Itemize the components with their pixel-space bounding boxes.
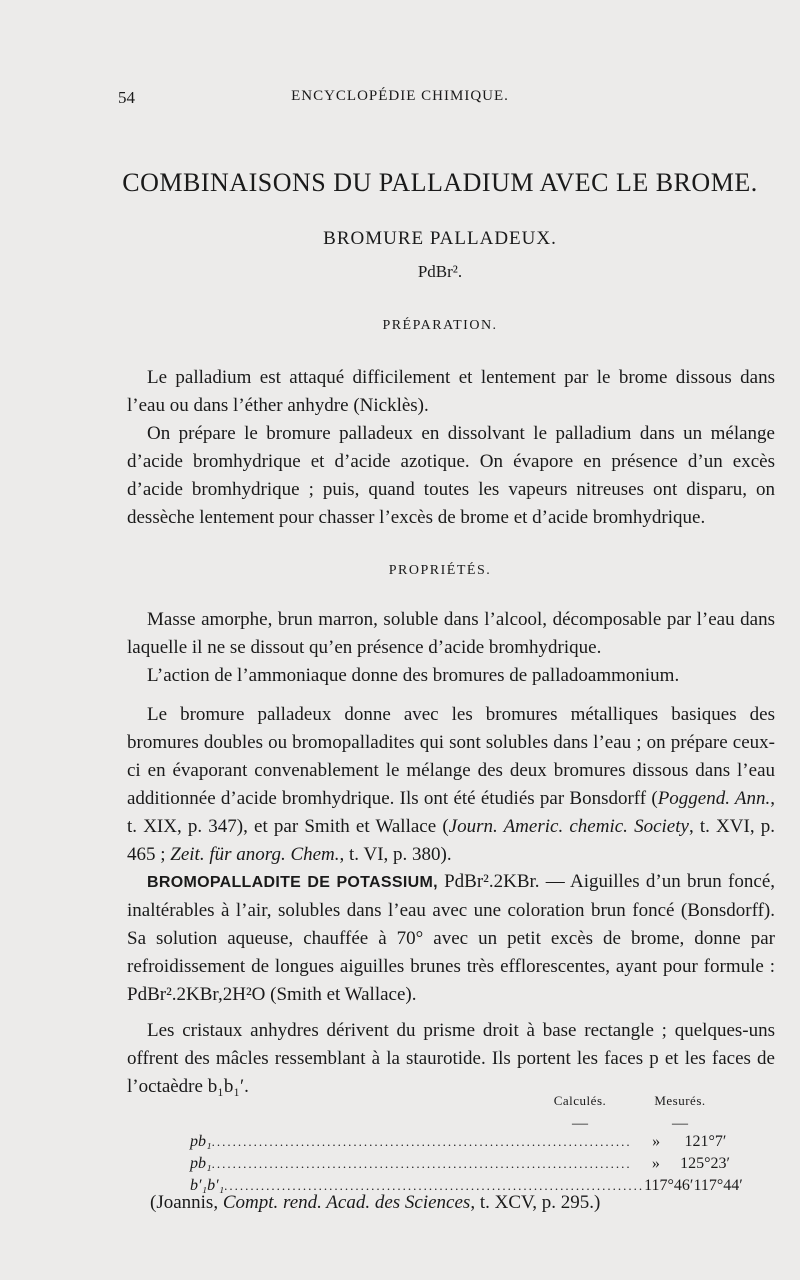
table-row	[190, 1133, 730, 1155]
col-calculated: Calculés.	[553, 1093, 607, 1108]
compound-formula: PdBr².	[417, 262, 463, 281]
row-label: pb₁	[190, 1133, 212, 1150]
ref-close: , t. XCV, p. 295.)	[470, 1192, 601, 1213]
p3-end: , t. VI, p. 380).	[339, 844, 452, 865]
ref-open: (Joannis,	[150, 1192, 223, 1213]
row-mes: 117°44′	[693, 1177, 743, 1194]
ref-poggend: Poggend. Ann.	[657, 788, 771, 809]
row-mes: 125°23′	[680, 1155, 730, 1172]
ref-source: Compt. rend. Acad. des Sciences	[222, 1192, 471, 1213]
row-calc: »	[651, 1155, 660, 1172]
crystals-paragraph: Les cristaux anhydres dérivent du prisme droit à base rectangle ; quelques-uns offrent des mâcles ressemblant à la staurotide. Ils portent les faces p et les faces de l’octaèdre b₁b₁′.	[127, 1020, 775, 1097]
reference-line	[150, 1192, 600, 1214]
row-mes: 121°7′	[684, 1133, 727, 1150]
properties-paragraph-3	[127, 701, 775, 869]
leader-dots: ................................................................................	[211, 1156, 632, 1171]
bromopalladite-paragraph	[127, 868, 775, 1009]
row-calc: 117°46′	[644, 1177, 694, 1194]
table-row	[190, 1155, 730, 1177]
row-label: b′₁b′₁	[190, 1177, 225, 1194]
preparation-paragraph-2: On prépare le bromure palladeux en dissolvant le palladium dans un mélange d’acide bromhydrique et d’acide azotique. On évapore en présence d’un excès d’acide bromhydrique ; puis, quand toutes les vapeurs nitreuses ont disparu, on dessèche lentement pour chasser l’excès de brome et d’acide bromhydrique.	[127, 423, 775, 528]
dash-calc: —	[572, 1115, 588, 1132]
preparation-heading: PRÉPARATION.	[382, 318, 498, 333]
angles-table	[190, 1093, 743, 1199]
properties-paragraph-2: L’action de l’ammoniaque donne des bromures de palladoammonium.	[147, 665, 680, 686]
properties-heading: PROPRIÉTÉS.	[388, 563, 492, 578]
row-label: pb₁	[190, 1155, 212, 1172]
ref-zeit-anorg: Zeit. für anorg. Chem.	[170, 844, 340, 865]
bromopalladite-text: PdBr².2KBr. — Aiguilles d’un brun foncé, inaltérables à l’air, solubles dans l’eau avec une coloration brun foncé (Bonsdorff). Sa solution aqueuse, chauffée à 70° avec un petit excès de brome, donne par refroidissement de longues aiguilles brunes très efflorescentes, ayant pour formule : PdBr².2KBr,2H²O (Smith et Wallace).	[127, 871, 776, 1005]
ref-journ-americ: Journ. Americ. chemic. Society	[448, 816, 689, 837]
bromopalladite-title: BROMOPALLADITE DE POTASSIUM,	[147, 874, 438, 891]
row-calc: »	[652, 1133, 661, 1150]
compound-title: BROMURE PALLADEUX.	[323, 228, 557, 249]
p3-text: Le bromure palladeux donne avec les bromures métalliques basiques des bromures doubles ou bromopalladites qui sont solubles dans l’eau ; on prépare ceux-ci en évaporant convenablement le mélange des deux bromures dissous dans l’eau additionnée d’acide bromhydrique. Ils ont été étudiés par Bonsdorff (	[127, 704, 775, 809]
preparation-paragraph-1: Le palladium est attaqué difficilement et lentement par le brome dissous dans l’eau ou dans l’éther anhydre (Nicklès).	[127, 367, 775, 416]
p3-mid2: , t. XVI, p. 465 ;	[127, 816, 775, 865]
running-header: ENCYCLOPÉDIE CHIMIQUE.	[291, 88, 509, 104]
chapter-title: COMBINAISONS DU PALLADIUM AVEC LE BROME.	[122, 168, 758, 197]
p3-mid1: , t. XIX, p. 347), et par Smith et Wallace (	[127, 788, 775, 837]
leader-dots: ................................................................................	[224, 1178, 645, 1193]
leader-dots: ................................................................................	[211, 1134, 632, 1149]
properties-paragraph-1: Masse amorphe, brun marron, soluble dans l’alcool, décomposable par l’eau dans laquelle il ne se dissout qu’en présence d’acide bromhydrique.	[127, 609, 775, 658]
table-header	[190, 1093, 730, 1119]
page-number: 54	[118, 88, 135, 107]
dash-mes: —	[672, 1115, 688, 1132]
col-measured: Mesurés.	[654, 1093, 706, 1108]
table-dash-row	[190, 1115, 730, 1133]
